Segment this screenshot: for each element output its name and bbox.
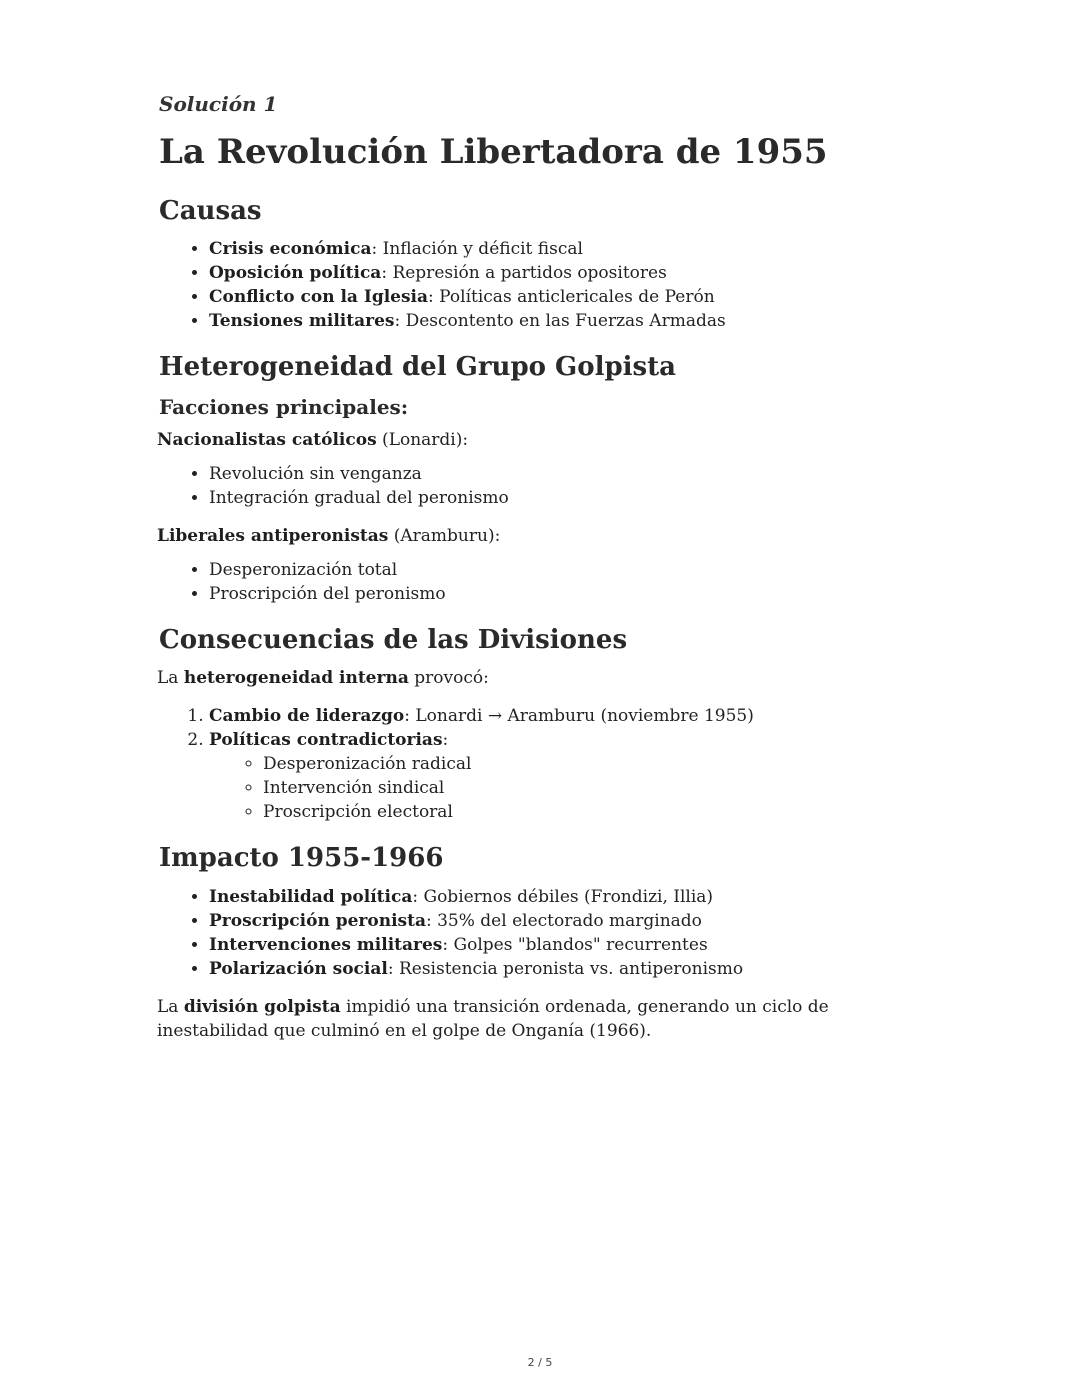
impacto-list bbox=[157, 885, 937, 981]
causas-list bbox=[157, 237, 937, 333]
item-term: Oposición política bbox=[209, 263, 382, 284]
item-term: Proscripción peronista bbox=[209, 910, 426, 931]
item-term: Cambio de liderazgo bbox=[209, 706, 405, 727]
list-item bbox=[209, 309, 937, 333]
sublist-item: ◦ Intervención sindical bbox=[263, 776, 937, 800]
document-page bbox=[157, 92, 937, 1061]
list-item: • Desperonización total bbox=[209, 558, 937, 582]
intro-term: heterogeneidad interna bbox=[183, 668, 409, 689]
item-text: : Descontento en las Fuerzas Armadas bbox=[394, 311, 726, 332]
item-text: : Resistencia peronista vs. antiperonismo bbox=[387, 958, 744, 979]
impacto-heading: Impacto 1955-1966 bbox=[159, 843, 444, 874]
page-number: 2 / 5 bbox=[527, 1356, 553, 1369]
politicas-sublist bbox=[209, 752, 937, 824]
item-text: : Golpes "blandos" recurrentes bbox=[442, 934, 708, 955]
item-term: Tensiones militares bbox=[209, 311, 395, 332]
list-item bbox=[209, 285, 937, 309]
sublist-item: ◦ Desperonización radical bbox=[263, 752, 937, 776]
list-item bbox=[209, 933, 937, 957]
item-term: Políticas contradictorias bbox=[209, 730, 443, 751]
list-item bbox=[209, 885, 937, 909]
list-item: • Integración gradual del peronismo bbox=[209, 486, 937, 510]
consecuencias-intro bbox=[157, 666, 937, 690]
sublist-item: ◦ Proscripción electoral bbox=[263, 800, 937, 824]
list-item bbox=[209, 237, 937, 261]
list-item: • Proscripción del peronismo bbox=[209, 582, 937, 606]
closing-text: La bbox=[157, 996, 184, 1017]
closing-text: impidió una transición ordenada, generando un ciclo de inestabilidad que culminó en el golpe de Onganía (1966). bbox=[157, 996, 829, 1041]
heterogeneidad-heading: Heterogeneidad del Grupo Golpista bbox=[159, 352, 677, 383]
faccion-name: Liberales antiperonistas bbox=[157, 525, 389, 546]
consecuencias-section bbox=[157, 624, 937, 825]
item-text: : Políticas anticlericales de Perón bbox=[428, 287, 715, 308]
item-term: Conflicto con la Iglesia bbox=[209, 287, 429, 308]
causas-heading: Causas bbox=[159, 195, 262, 226]
list-item bbox=[209, 261, 937, 285]
closing-term: división golpista bbox=[183, 996, 341, 1017]
intro-text: La bbox=[157, 668, 184, 689]
item-text: : Lonardi → Aramburu (noviembre 1955) bbox=[404, 706, 754, 727]
faccion-leader: (Lonardi): bbox=[376, 429, 469, 450]
list-item: • Revolución sin venganza bbox=[209, 462, 937, 486]
list-item bbox=[209, 957, 937, 981]
closing-paragraph bbox=[157, 995, 937, 1043]
consecuencias-heading: Consecuencias de las Divisiones bbox=[159, 624, 628, 655]
list-item bbox=[209, 909, 937, 933]
faccion-liberales bbox=[157, 524, 937, 548]
item-term: Polarización social bbox=[209, 958, 388, 979]
list-item bbox=[209, 728, 937, 824]
faccion-leader: (Aramburu): bbox=[388, 525, 501, 546]
impacto-section bbox=[157, 842, 937, 1043]
item-text: : 35% del electorado marginado bbox=[425, 910, 702, 931]
facciones-subheading: Facciones principales: bbox=[159, 394, 409, 419]
item-term: Crisis económica bbox=[209, 239, 372, 260]
heterogeneidad-section bbox=[157, 351, 937, 606]
faccion-name: Nacionalistas católicos bbox=[157, 429, 377, 450]
item-term: Intervenciones militares bbox=[209, 934, 443, 955]
consecuencias-list bbox=[157, 704, 937, 824]
faccion-liberales-list bbox=[157, 558, 937, 606]
page-title: La Revolución Libertadora de 1955 bbox=[159, 132, 828, 172]
causas-section bbox=[157, 195, 937, 334]
list-item bbox=[209, 704, 937, 728]
item-text: : Inflación y déficit fiscal bbox=[371, 239, 583, 260]
faccion-nacionalistas bbox=[157, 428, 937, 452]
intro-text: provocó: bbox=[408, 668, 489, 689]
solution-label: Solución 1 bbox=[159, 92, 278, 116]
item-text: : Represión a partidos opositores bbox=[381, 263, 667, 284]
item-term: Inestabilidad política bbox=[209, 886, 413, 907]
faccion-nacionalistas-list bbox=[157, 462, 937, 510]
item-text: : Gobiernos débiles (Frondizi, Illia) bbox=[412, 886, 714, 907]
item-text: : bbox=[442, 730, 449, 751]
